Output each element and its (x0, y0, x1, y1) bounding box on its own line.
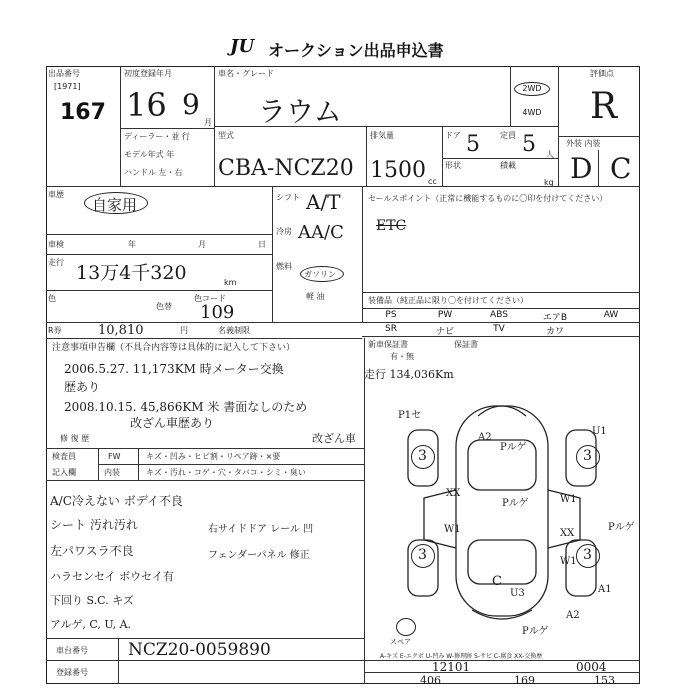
model-year-label: モデル年式 年 (124, 150, 175, 159)
diagram-label: Pルゲ (608, 522, 635, 533)
model-label: 車名・グレード (218, 69, 274, 78)
fuel-alt: 軽 油 (306, 292, 325, 301)
inspector-row2: キズ・汚れ・コゲ・穴・タバコ・シミ・臭い (146, 468, 306, 477)
spare-label: スペア (390, 638, 411, 646)
handle-label: ハンドル 左・右 (124, 168, 183, 177)
grade-interior: C (610, 152, 632, 185)
notes-label: 注意事項申告欄（不具合内容等は具体的に記入して下さい） (52, 343, 296, 353)
reg-year: 16 (126, 86, 167, 124)
equip-leather: カワ (545, 327, 564, 337)
diagram-label: C (492, 574, 502, 589)
grade-label: 評価点 (590, 69, 614, 78)
recycle-unit: 円 (180, 326, 188, 335)
inspector-interior: 内装 (104, 468, 120, 477)
page-title: オークション出品申込書 (268, 41, 444, 60)
doors-value: 5 (466, 132, 480, 157)
diagram-label: W1 (560, 494, 577, 505)
diagram-label: A1 (598, 584, 612, 595)
diagram-label: U3 (510, 588, 525, 599)
inspector-label-1: 検査員 (52, 452, 76, 461)
shape-label: 形状 (445, 161, 461, 170)
diagram-label: W1 (560, 556, 577, 567)
diagram-circle-1: 3 (418, 448, 427, 464)
type-value: CBA-NCZ20 (218, 156, 354, 181)
lot-number: 167 (60, 100, 106, 125)
dealer-label: ディーラー・並 行 (124, 132, 190, 141)
footer-num-a: 12101 (432, 660, 471, 674)
footer-num-b: 0004 (576, 660, 607, 674)
equip-pw: PW (437, 310, 453, 320)
comment-6: アルゲ, C, U, A. (50, 618, 132, 631)
shift-label: シフト (276, 193, 300, 202)
diagram-circle-3: 3 (418, 547, 427, 563)
notes-line-1: 2006.5.27. 11,173KM 時メーター交換 (64, 362, 284, 376)
model-name: ラウム (258, 95, 342, 128)
cc-unit: cc (428, 177, 437, 186)
warranty-label: 新車保証書 (368, 340, 408, 349)
diagram-label: Pルゲ (502, 498, 529, 509)
shaken-label: 車検 (48, 240, 64, 249)
diagram-label: A2 (478, 432, 492, 443)
ac-value: AA/C (298, 222, 344, 243)
comment-2: シート 汚れ汚れ (50, 518, 138, 532)
diagram-label: A2 (566, 610, 580, 621)
ac-label: 冷房 (276, 227, 292, 236)
load-label: 積載 (500, 161, 516, 170)
history-label: 車歴 (48, 190, 64, 199)
displacement-value: 1500 (370, 158, 426, 183)
reg-month-unit: 月 (204, 118, 212, 127)
equip-tv: TV (493, 324, 505, 334)
diagram-label: U1 (592, 426, 607, 437)
warranty-note: 保証書 (454, 340, 478, 349)
shaken-year-unit: 年 (128, 240, 136, 249)
fuel-value: ガソリン (304, 270, 336, 279)
notes-line-5: 改ざん車 (312, 432, 356, 445)
diagram-label: XX (560, 528, 575, 539)
recycle-value: 10,810 (98, 323, 144, 338)
sales-extra: 走行 134,036Km (364, 368, 454, 381)
recycle-label: R券 (48, 326, 62, 335)
inspector-row1: キズ・凹み・ヒビ割・リペア跡・×要 (146, 452, 281, 461)
equip-abs: ABS (490, 310, 508, 320)
colorcode-value: 109 (200, 302, 235, 323)
comment-right-1: 右サイドドア レール 凹 (208, 524, 314, 535)
notes-line-3: 2008.10.15. 45,866KM 米 書面なしのため (64, 400, 308, 414)
footer-num-c: 406 (420, 674, 441, 687)
name-limit-label: 名義制限 (218, 326, 250, 335)
reg-label: 初度登録年月 (124, 69, 172, 78)
equip-airbag: エアB (542, 313, 568, 323)
shaken-month-unit: 月 (198, 240, 206, 249)
history-value: 自家用 (92, 196, 138, 214)
mileage-value: 13万4千320 (76, 262, 187, 284)
registration-label: 登録番号 (56, 668, 88, 677)
fuel-label: 燃料 (276, 262, 292, 271)
shaken-day-unit: 日 (258, 240, 266, 249)
inspector-label-2: 記入欄 (52, 468, 76, 477)
equipment-label: 装備品（純正品に限り〇を付けてください） (368, 296, 528, 305)
lot-label: 出品番号 (48, 69, 80, 78)
chassis-label: 車台番号 (56, 646, 88, 655)
diagram-circle-2: 3 (583, 448, 592, 464)
repair-label: 修 復 歴 (60, 434, 90, 443)
sales-value: ETC (376, 218, 407, 234)
comment-5: 下回り S.C. キズ (50, 594, 134, 607)
grade-value: R (590, 86, 618, 127)
capacity-label: 定員 (500, 131, 516, 140)
capacity-value: 5 (522, 132, 536, 157)
diagram-label: Pルゲ (522, 626, 549, 637)
equip-aw: AW (603, 310, 619, 320)
diagram-label: P1セ (398, 410, 422, 421)
lot-code: [1971] (54, 82, 81, 91)
ju-logo: JU (230, 36, 255, 57)
color-change-label: 色替 (156, 302, 172, 311)
warranty-has: 有・無 (390, 352, 414, 361)
comment-4: ハラセンセイ ボウセイ有 (50, 570, 174, 583)
equip-sr: SR (385, 324, 397, 334)
reg-month: 9 (182, 88, 200, 121)
mileage-unit: km (224, 278, 237, 287)
type-label: 型式 (218, 131, 234, 140)
drive-4wd: 4WD (522, 108, 542, 117)
shift-value: A/T (306, 190, 341, 214)
footer-num-e: 153 (594, 674, 615, 687)
diagram-circle-4: 3 (583, 547, 592, 563)
notes-line-2: 歴あり (64, 380, 101, 394)
load-unit: kg (544, 178, 554, 187)
equip-ps: PS (385, 310, 397, 320)
comment-right-2: フェンダーパネル 修正 (208, 550, 310, 561)
diagram-label: XX (446, 488, 461, 499)
color-label: 色 (48, 294, 56, 303)
chassis-value: NCZ20-0059890 (128, 640, 271, 660)
capacity-unit: 人 (546, 150, 554, 159)
damage-legend: A-キズ E-エクボ U-凹み W-修理跡 S-サビ C-腐食 XX-交換歴 (380, 653, 543, 660)
ext-int-label: 外装 内装 (566, 139, 601, 148)
doors-label: ドア (445, 131, 461, 140)
equip-navi: ナビ (435, 327, 454, 337)
notes-line-4: 改ざん車歴あり (130, 416, 215, 430)
sales-label: セールスポイント（正常に機能するものに〇印を付けてください） (368, 194, 608, 203)
mileage-label: 走行 (48, 258, 64, 267)
comment-1: A/C冷えない ボデイ不良 (50, 494, 183, 508)
diagram-label: W1 (444, 524, 461, 535)
comment-3: 左パワスラ不良 (50, 544, 134, 558)
grade-exterior: D (570, 152, 593, 185)
inspector-fw: FW (108, 452, 121, 461)
footer-num-d: 169 (514, 674, 535, 687)
drive-2wd: 2WD (514, 82, 550, 96)
colorcode-label: 色コード (194, 294, 226, 303)
displacement-label: 排気量 (370, 131, 394, 140)
diagram-label: Pルゲ (500, 442, 527, 453)
